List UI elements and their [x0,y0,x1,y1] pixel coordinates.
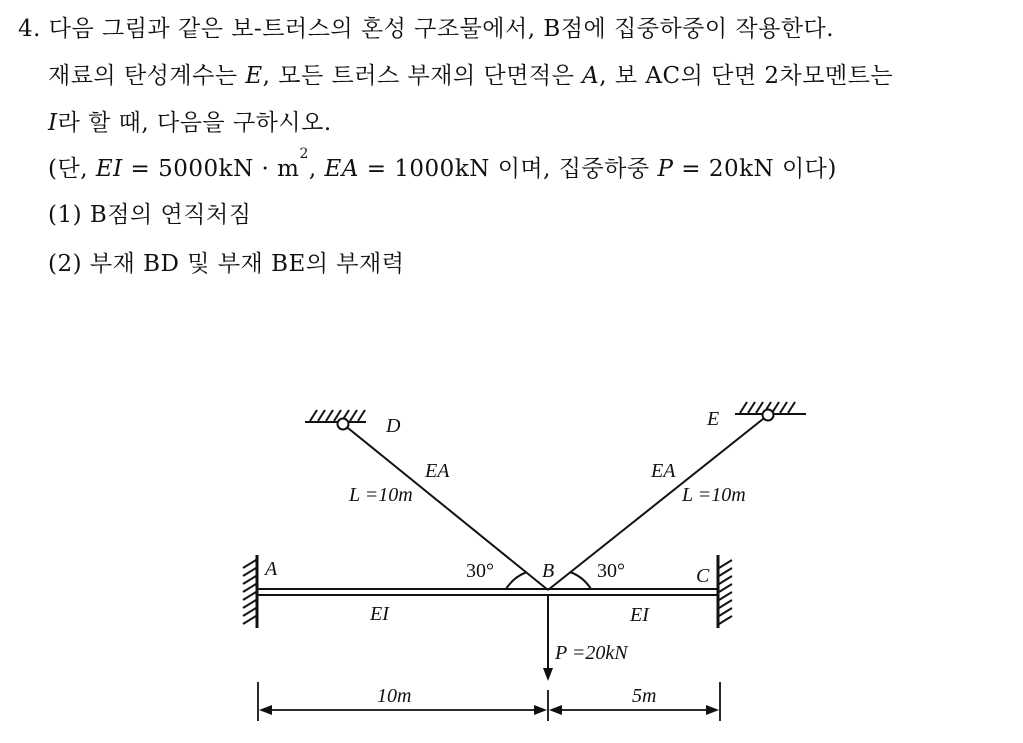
load-label: P =20kN [555,642,628,664]
right-member-EA: EA [651,460,676,482]
symbol-I: I [48,110,58,136]
label-D: D [386,415,401,437]
sub-question-2: (2) 부재 BD 및 부재 BE의 부재력 [48,251,405,277]
problem-number: 4. [18,16,41,42]
symbol-E: E [245,63,263,89]
text-segment: , 모든 트러스 부재의 단면적은 [262,63,575,89]
symbol-A: A [582,63,600,89]
text-segment: (단, [48,156,89,182]
angle-right-label: 30° [597,560,625,582]
ea-value: = 1000kN 이며, 집중하중 [358,156,650,182]
load-arrowhead [543,668,553,681]
problem-statement: 다음 그림과 같은 보-트러스의 혼성 구조물에서, B점에 집중하중이 작용한다. [48,16,835,42]
beam-AC [258,589,717,595]
beam-left-EI: EI [370,603,389,625]
fixed-support-C [718,555,732,628]
pin-D [338,419,349,430]
angle-arc-left [506,572,527,589]
symbol-EA: EA [324,156,359,182]
label-C: C [696,565,710,587]
pin-E [763,410,774,421]
angle-left-label: 30° [466,560,494,582]
beam-right-EI: EI [630,604,649,626]
dimension-left-label: 10m [377,685,412,707]
left-member-EA: EA [425,460,450,482]
fixed-support-A [243,555,257,628]
symbol-EI: EI [95,156,123,182]
text-segment: 라 할 때, 다음을 구하시오. [57,110,332,136]
support-D [305,410,366,422]
ei-value: = 5000kN · m [122,156,300,182]
label-B: B [542,560,555,582]
exponent: 2 [299,146,309,162]
text-segment: , 보 AC의 단면 2차모멘트는 [599,63,894,89]
member-BD [343,424,548,590]
sub-question-1: (1) B점의 연직처짐 [48,202,252,228]
p-value: = 20kN 이다) [673,156,837,182]
text-segment: 재료의 탄성계수는 [48,63,238,89]
angle-arc-right [570,572,591,589]
right-member-length: L =10m [682,484,746,506]
dimension-right-label: 5m [632,685,657,707]
label-E: E [707,408,720,430]
symbol-P: P [657,156,674,182]
text-segment: , [308,156,317,182]
left-member-length: L =10m [349,484,413,506]
label-A: A [265,558,278,580]
